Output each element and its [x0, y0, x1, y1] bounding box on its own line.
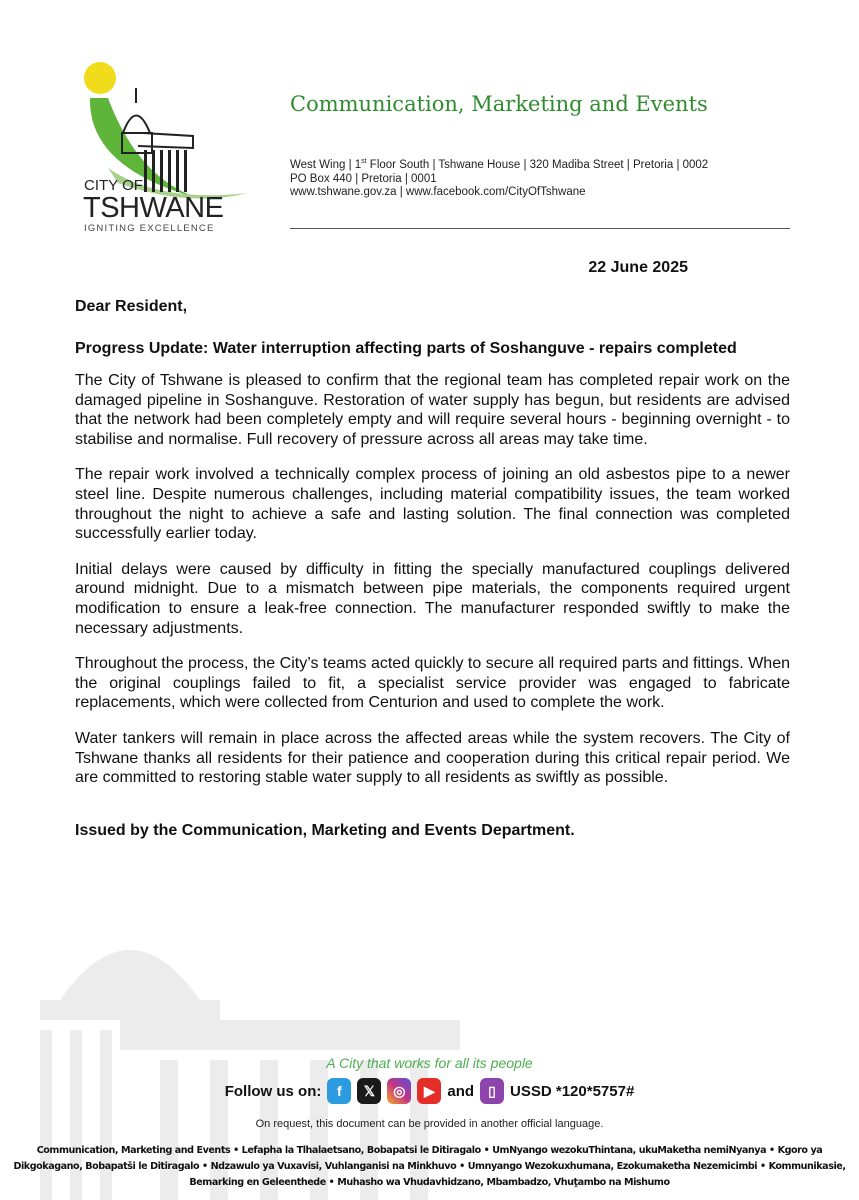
address-text: Floor South | Tshwane House | 320 Madiba Street | Pretoria | 0002: [366, 159, 709, 171]
letter-heading: Progress Update: Water interruption affecting parts of Soshanguve - repairs completed: [75, 340, 737, 357]
follow-us-row: [0, 1078, 859, 1104]
logo-tshwane: TSHWANE: [83, 192, 224, 224]
x-icon[interactable]: 𝕏: [357, 1078, 381, 1104]
address-line-2: PO Box 440 | Pretoria | 0001: [290, 172, 437, 185]
follow-label: Follow us on:: [224, 1082, 322, 1100]
paragraph: Throughout the process, the City’s teams acted quickly to secure all required parts and fittings. When the original couplings failed to fit, a specialist service provider was engaged to fabricate replacements, which were collected from Centurion and used to complete the work.: [75, 655, 790, 712]
letter-body: [75, 371, 790, 840]
paragraph: Water tankers will remain in place across the affected areas while the system recovers. The City of Tshwane thanks all residents for their patience and cooperation during this critical repair period. We are committed to restoring stable water supply to all residents as swiftly as possible.: [75, 729, 790, 787]
department-names-languages: Communication, Marketing and Events • Lefapha la Tlhalaetsano, Bobapatsi le Ditiragalo • UmNyango wezokuThintana, ukuMaketha nemiNyanya • Kgoro ya Dikgokagano, Bobapatši le Ditiragalo • Ndzawulo ya Vuxavisi, Vuhlanganisi na Minkhuvo • Umnyango Wezokuxhumana, Ezokumaketha Nezemicimbi • Kommunikasie, Bemarking en Geleenthede • Muhasho wa Vhudavhidzano, Mbambadzo, Vhuṱambo na Mishumo: [13, 1145, 846, 1188]
header-divider: [290, 228, 790, 229]
address-line-1: [290, 159, 708, 173]
youtube-icon[interactable]: ▶: [417, 1078, 441, 1104]
paragraph: The City of Tshwane is pleased to confirm that the regional team has completed repair work on the damaged pipeline in Soshanguve. Restoration of water supply has begun, but residents are advised that the network had been completely empty and will require several hours - beginning overnight - to stabilise and normalise. Full recovery of pressure across all areas may take time.: [75, 372, 790, 448]
address-sup: st: [361, 158, 367, 166]
ussd-code: USSD *120*5757#: [510, 1082, 635, 1100]
issued-by: Issued by the Communication, Marketing and Events Department.: [75, 821, 575, 839]
address-text: West Wing | 1: [290, 159, 362, 171]
logo-tagline: IGNITING EXCELLENCE: [84, 223, 215, 234]
logo-city-of: CITY OF: [84, 177, 143, 194]
phone-icon: ▯: [480, 1078, 504, 1104]
address-block: [290, 159, 708, 200]
greeting: Dear Resident,: [75, 298, 188, 315]
letter-date: 22 June 2025: [588, 259, 688, 276]
slogan: A City that works for all its people: [326, 1055, 533, 1071]
instagram-icon[interactable]: ◎: [387, 1078, 411, 1104]
department-title: Communication, Marketing and Events: [290, 92, 708, 116]
paragraph: The repair work involved a technically complex process of joining an old asbestos pipe to a newer steel line. Despite numerous challenges, including material compatibility issues, the team worked throughout the night to achieve a safe and lasting solution. The final connection was completed successfully earlier today.: [75, 466, 790, 543]
and-label: and: [447, 1082, 475, 1100]
paragraph: Initial delays were caused by difficulty in fitting the specially manufactured couplings delivered around midnight. Due to a mismatch between pipe materials, the components required urgent modification to ensure a leak-free connection. The manufacturer responded swiftly to make the necessary adjustments.: [75, 560, 790, 637]
language-request-note: On request, this document can be provided in another official language.: [255, 1118, 604, 1130]
facebook-icon[interactable]: f: [327, 1078, 351, 1104]
address-line-3: www.tshwane.gov.za | www.facebook.com/CityOfTshwane: [290, 186, 586, 198]
